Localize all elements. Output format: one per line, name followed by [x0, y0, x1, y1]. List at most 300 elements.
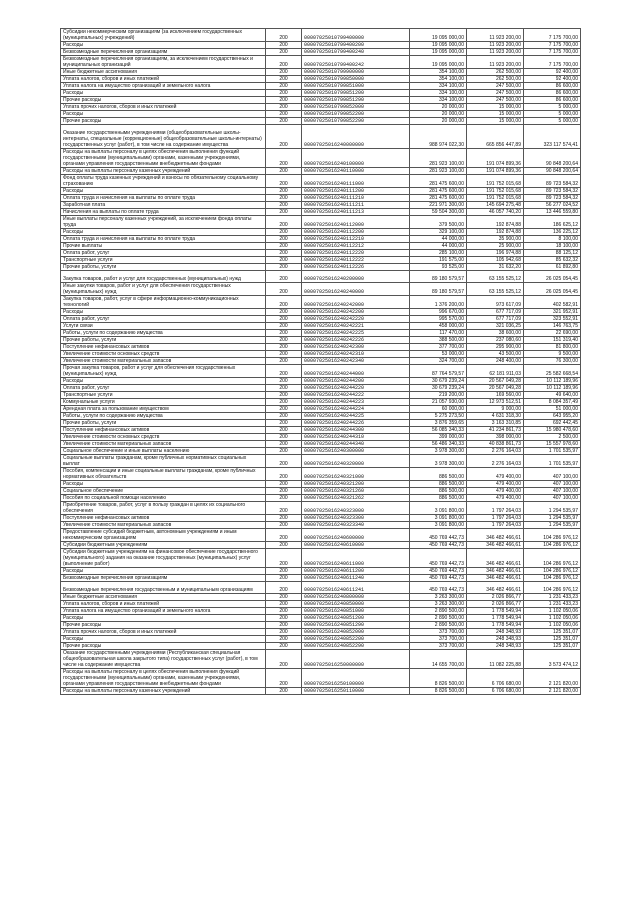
row-code: 200 — [266, 323, 302, 330]
row-code: 200 — [266, 76, 302, 83]
table-row — [61, 650, 581, 669]
executed-amount: 1 778 549,94 — [467, 608, 524, 615]
table-row — [61, 243, 581, 250]
table-row — [61, 330, 581, 337]
executed-amount: 105 942,68 — [467, 257, 524, 264]
table-row — [61, 481, 581, 488]
budget-code: 00007025016240244340 — [302, 441, 410, 448]
executed-amount: 247 500,00 — [467, 83, 524, 90]
unexecuted-amount: 3 573 474,12 — [524, 650, 581, 669]
budget-code: 00007025016250100000 — [302, 669, 410, 688]
row-name: Расходы — [61, 378, 266, 385]
unexecuted-amount: 104 286 976,12 — [524, 582, 581, 594]
budget-code: 00007025016240300000 — [302, 448, 410, 455]
approved-amount: 19 095 000,00 — [410, 29, 467, 42]
approved-amount: 285 100,00 — [410, 250, 467, 257]
row-name: Предоставление субсидий бюджетным, автономным учреждениям и иным некоммерческим организациям — [61, 529, 266, 542]
executed-amount: 1 797 264,03 — [467, 502, 524, 515]
row-code: 200 — [266, 378, 302, 385]
table-row — [61, 358, 581, 365]
approved-amount: 3 978 300,00 — [410, 448, 467, 455]
row-name: Субсидии бюджетным учреждениям — [61, 542, 266, 549]
table-row — [61, 56, 581, 69]
approved-amount: 117 470,00 — [410, 330, 467, 337]
executed-amount: 11 923 200,00 — [467, 56, 524, 69]
budget-execution-table — [60, 28, 581, 695]
row-code: 200 — [266, 330, 302, 337]
approved-amount: 20 000,00 — [410, 118, 467, 125]
table-row — [61, 337, 581, 344]
executed-amount: 38 600,00 — [467, 330, 524, 337]
table-row — [61, 406, 581, 413]
unexecuted-amount: 1 701 535,97 — [524, 455, 581, 468]
row-code: 200 — [266, 502, 302, 515]
budget-code: 00007025016240242300 — [302, 344, 410, 351]
unexecuted-amount: 26 025 054,45 — [524, 271, 581, 283]
budget-code: 00007025016240242225 — [302, 330, 410, 337]
row-code: 200 — [266, 202, 302, 209]
row-code: 200 — [266, 257, 302, 264]
approved-amount: 373 700,00 — [410, 629, 467, 636]
budget-code: 00007025016240111000 — [302, 175, 410, 188]
table-row — [61, 97, 581, 104]
approved-amount: 450 769 442,73 — [410, 568, 467, 575]
budget-code: 00007025016250110000 — [302, 688, 410, 695]
unexecuted-amount: 18 100,00 — [524, 243, 581, 250]
table-row — [61, 413, 581, 420]
executed-amount: 247 500,00 — [467, 90, 524, 97]
approved-amount: 988 974 022,30 — [410, 125, 467, 149]
budget-code: 00007025016240242221 — [302, 323, 410, 330]
table-row — [61, 229, 581, 236]
row-name: Услуги связи — [61, 323, 266, 330]
executed-amount: 1 778 549,94 — [467, 622, 524, 629]
budget-code: 00007025010799852290 — [302, 118, 410, 125]
approved-amount: 281 923 100,00 — [410, 168, 467, 175]
executed-amount: 35 900,00 — [467, 236, 524, 243]
approved-amount: 56 486 340,33 — [410, 441, 467, 448]
budget-code: 00007025010799400000 — [302, 29, 410, 42]
unexecuted-amount: 76 300,00 — [524, 358, 581, 365]
executed-amount: 191 074 899,36 — [467, 168, 524, 175]
executed-amount: 248 400,00 — [467, 358, 524, 365]
executed-amount: 192 874,88 — [467, 216, 524, 229]
row-code: 200 — [266, 69, 302, 76]
unexecuted-amount: 1 102 050,06 — [524, 622, 581, 629]
row-name: Расходы на выплаты персоналу в целях обеспечения выполнения функций государственными (муниципальными) органами, казенными учреждениями, органами управления государственными внебюджетными фондами — [61, 669, 266, 688]
row-name: Прочие расходы — [61, 118, 266, 125]
table-row — [61, 542, 581, 549]
approved-amount: 388 500,00 — [410, 337, 467, 344]
table-row — [61, 488, 581, 495]
approved-amount: 3 091 800,00 — [410, 515, 467, 522]
approved-amount: 281 475 600,00 — [410, 195, 467, 202]
budget-code: 00007025016240244300 — [302, 427, 410, 434]
row-name: Прочие выплаты — [61, 243, 266, 250]
unexecuted-amount: 8 084 357,49 — [524, 399, 581, 406]
budget-code: 00007025016240800000 — [302, 594, 410, 601]
approved-amount: 53 000,00 — [410, 351, 467, 358]
row-name: Заработная плата — [61, 202, 266, 209]
row-code: 200 — [266, 42, 302, 49]
budget-code: 00007025010799400200 — [302, 42, 410, 49]
budget-code: 00007025016240112226 — [302, 264, 410, 271]
row-name: Оплата труда и начисления на выплаты по оплате труда — [61, 236, 266, 243]
unexecuted-amount: 5 000,00 — [524, 111, 581, 118]
row-name: Расходы — [61, 90, 266, 97]
executed-amount: 6 706 680,00 — [467, 688, 524, 695]
approved-amount: 93 525,00 — [410, 264, 467, 271]
approved-amount: 3 263 300,00 — [410, 594, 467, 601]
row-name: Уплата налогов, сборов и иных платежей — [61, 76, 266, 83]
budget-code: 00007025016240244000 — [302, 365, 410, 378]
row-name: Уплата налогов, сборов и иных платежей — [61, 601, 266, 608]
budget-code: 00007025016240100000 — [302, 149, 410, 168]
row-code: 200 — [266, 549, 302, 568]
row-name: Пособия по социальной помощи населению — [61, 495, 266, 502]
row-name: Уплата прочих налогов, сборов и иных платежей — [61, 629, 266, 636]
row-code: 200 — [266, 427, 302, 434]
approved-amount: 44 000,00 — [410, 243, 467, 250]
budget-code: 00007025016240611240 — [302, 575, 410, 582]
table-row — [61, 515, 581, 522]
table-row — [61, 216, 581, 229]
unexecuted-amount: 7 175 700,00 — [524, 42, 581, 49]
executed-amount: 9 000,00 — [467, 406, 524, 413]
budget-code: 00007025016240321260 — [302, 488, 410, 495]
executed-amount: 11 923 200,00 — [467, 42, 524, 49]
row-name: Безвозмездные перечисления организациям — [61, 49, 266, 56]
row-name: Поступление нефинансовых активов — [61, 344, 266, 351]
budget-code: 00007025016240242340 — [302, 358, 410, 365]
row-name: Прочие расходы — [61, 97, 266, 104]
row-code: 200 — [266, 337, 302, 344]
approved-amount: 377 700,00 — [410, 344, 467, 351]
approved-amount: 56 085 340,33 — [410, 427, 467, 434]
row-name: Расходы на выплаты персоналу казенных учреждений — [61, 688, 266, 695]
table-row — [61, 90, 581, 97]
row-code: 200 — [266, 488, 302, 495]
row-code: 200 — [266, 216, 302, 229]
executed-amount: 248 348,93 — [467, 629, 524, 636]
table-row — [61, 236, 581, 243]
row-code: 200 — [266, 283, 302, 296]
row-code: 200 — [266, 125, 302, 149]
table-row — [61, 392, 581, 399]
row-name: Прочая закупка товаров, работ и услуг для обеспечения государственных (муниципальных) нужд — [61, 365, 266, 378]
row-name: Поступление нефинансовых активов — [61, 515, 266, 522]
row-name: Увеличение стоимости материальных запасов — [61, 358, 266, 365]
row-code: 200 — [266, 413, 302, 420]
row-name: Прочие работы, услуги — [61, 337, 266, 344]
row-code: 200 — [266, 209, 302, 216]
row-code: 200 — [266, 168, 302, 175]
table-row — [61, 195, 581, 202]
table-row — [61, 250, 581, 257]
table-row — [61, 575, 581, 582]
row-code: 200 — [266, 650, 302, 669]
approved-amount: 8 826 500,00 — [410, 688, 467, 695]
unexecuted-amount: 90 848 200,64 — [524, 168, 581, 175]
row-name: Прочие работы, услуги — [61, 420, 266, 427]
table-row — [61, 296, 581, 309]
budget-code: 00007025016240852200 — [302, 636, 410, 643]
executed-amount: 346 482 466,61 — [467, 582, 524, 594]
unexecuted-amount: 407 100,00 — [524, 495, 581, 502]
unexecuted-amount: 407 100,00 — [524, 488, 581, 495]
unexecuted-amount: 9 500,00 — [524, 351, 581, 358]
approved-amount: 89 180 579,57 — [410, 283, 467, 296]
row-code: 200 — [266, 149, 302, 168]
table-row — [61, 69, 581, 76]
unexecuted-amount: 2 121 820,00 — [524, 669, 581, 688]
table-row — [61, 385, 581, 392]
budget-code: 00007025010799852200 — [302, 111, 410, 118]
row-code: 200 — [266, 97, 302, 104]
table-row — [61, 83, 581, 90]
unexecuted-amount: 7 175 700,00 — [524, 29, 581, 42]
row-code: 200 — [266, 688, 302, 695]
budget-code: 00007025016240851200 — [302, 615, 410, 622]
row-code: 200 — [266, 495, 302, 502]
executed-amount: 191 752 015,68 — [467, 188, 524, 195]
table-row — [61, 271, 581, 283]
table-row — [61, 209, 581, 216]
unexecuted-amount: 1 102 050,06 — [524, 615, 581, 622]
row-code: 200 — [266, 195, 302, 202]
budget-code: 00007025016240611241 — [302, 582, 410, 594]
row-name: Уплата налога на имущество организаций и земельного налога — [61, 608, 266, 615]
row-code: 200 — [266, 49, 302, 56]
unexecuted-amount: 407 100,00 — [524, 481, 581, 488]
budget-code: 00007025016240240000 — [302, 283, 410, 296]
approved-amount: 30 679 239,24 — [410, 385, 467, 392]
row-name: Безвозмездные перечисления государственным и муниципальным организациям — [61, 582, 266, 594]
row-code: 200 — [266, 455, 302, 468]
executed-amount: 262 500,00 — [467, 69, 524, 76]
budget-code: 00007025016240244222 — [302, 392, 410, 399]
executed-amount: 479 400,00 — [467, 495, 524, 502]
table-row — [61, 688, 581, 695]
row-name: Социальное обеспечение — [61, 488, 266, 495]
unexecuted-amount: 136 225,12 — [524, 229, 581, 236]
approved-amount: 886 500,00 — [410, 468, 467, 481]
executed-amount: 11 923 200,00 — [467, 29, 524, 42]
approved-amount: 19 095 000,00 — [410, 42, 467, 49]
row-code: 200 — [266, 643, 302, 650]
budget-code: 00007025016240244200 — [302, 378, 410, 385]
row-code: 200 — [266, 392, 302, 399]
budget-code: 00007025016240851290 — [302, 622, 410, 629]
unexecuted-amount: 1 294 535,97 — [524, 522, 581, 529]
table-row — [61, 522, 581, 529]
executed-amount: 346 482 466,61 — [467, 542, 524, 549]
table-row — [61, 168, 581, 175]
unexecuted-amount: 89 723 584,32 — [524, 175, 581, 188]
approved-amount: 20 000,00 — [410, 104, 467, 111]
approved-amount: 373 700,00 — [410, 643, 467, 650]
executed-amount: 479 400,00 — [467, 488, 524, 495]
budget-code: 00007025016240323000 — [302, 502, 410, 515]
row-code: 200 — [266, 365, 302, 378]
row-name: Транспортные услуги — [61, 392, 266, 399]
executed-amount: 321 036,25 — [467, 323, 524, 330]
approved-amount: 3 091 800,00 — [410, 502, 467, 515]
row-code: 200 — [266, 344, 302, 351]
budget-code: 00007025016240244223 — [302, 399, 410, 406]
approved-amount: 334 100,00 — [410, 90, 467, 97]
budget-code: 00007025016240244310 — [302, 434, 410, 441]
executed-amount: 2 276 164,03 — [467, 455, 524, 468]
budget-code: 00007025016240111213 — [302, 209, 410, 216]
row-code: 200 — [266, 622, 302, 629]
approved-amount: 458 000,00 — [410, 323, 467, 330]
table-row — [61, 594, 581, 601]
budget-code: 00007025016240110000 — [302, 168, 410, 175]
budget-code: 00007025016240200000 — [302, 271, 410, 283]
table-row — [61, 399, 581, 406]
unexecuted-amount: 92 400,00 — [524, 76, 581, 83]
executed-amount: 677 717,09 — [467, 316, 524, 323]
executed-amount: 31 632,20 — [467, 264, 524, 271]
budget-code: 00007025016240242000 — [302, 296, 410, 309]
row-name: Расходы — [61, 568, 266, 575]
executed-amount: 479 400,00 — [467, 468, 524, 481]
budget-code: 00007025016240321200 — [302, 481, 410, 488]
approved-amount: 5 275 273,50 — [410, 413, 467, 420]
unexecuted-amount: 321 952,91 — [524, 309, 581, 316]
approved-amount: 995 570,00 — [410, 316, 467, 323]
budget-code: 00007025010799851290 — [302, 97, 410, 104]
executed-amount: 248 348,93 — [467, 636, 524, 643]
executed-amount: 196 974,88 — [467, 250, 524, 257]
budget-code: 00007025016240242310 — [302, 351, 410, 358]
approved-amount: 450 769 442,73 — [410, 582, 467, 594]
executed-amount: 4 631 318,30 — [467, 413, 524, 420]
row-code: 200 — [266, 90, 302, 97]
unexecuted-amount: 186 625,12 — [524, 216, 581, 229]
budget-code: 00007025016250000000 — [302, 650, 410, 669]
row-name: Безвозмездные перечисления организациям — [61, 575, 266, 582]
row-name: Расходы — [61, 481, 266, 488]
approved-amount: 191 575,00 — [410, 257, 467, 264]
budget-code: 00007025010799400242 — [302, 56, 410, 69]
approved-amount: 20 000,00 — [410, 111, 467, 118]
table-row — [61, 427, 581, 434]
budget-code: 00007025016240112210 — [302, 236, 410, 243]
row-name: Прочие работы, услуги — [61, 264, 266, 271]
executed-amount: 43 500,00 — [467, 351, 524, 358]
unexecuted-amount: 22 690,00 — [524, 330, 581, 337]
row-code: 200 — [266, 83, 302, 90]
unexecuted-amount: 86 600,00 — [524, 90, 581, 97]
row-name: Транспортные услуги — [61, 257, 266, 264]
approved-amount: 996 670,00 — [410, 309, 467, 316]
row-code: 200 — [266, 250, 302, 257]
unexecuted-amount: 125 351,07 — [524, 643, 581, 650]
table-row — [61, 615, 581, 622]
unexecuted-amount: 61 892,80 — [524, 264, 581, 271]
unexecuted-amount: 125 351,07 — [524, 629, 581, 636]
executed-amount: 346 482 466,61 — [467, 575, 524, 582]
budget-code: 00007025016240611200 — [302, 568, 410, 575]
table-row — [61, 316, 581, 323]
table-row — [61, 582, 581, 594]
unexecuted-amount: 1 231 433,23 — [524, 594, 581, 601]
executed-amount: 15 000,00 — [467, 118, 524, 125]
executed-amount: 62 181 911,03 — [467, 365, 524, 378]
approved-amount: 87 764 579,57 — [410, 365, 467, 378]
row-code: 200 — [266, 351, 302, 358]
approved-amount: 281 475 600,00 — [410, 175, 467, 188]
budget-code: 00007025010799850000 — [302, 76, 410, 83]
row-name: Фонд оплаты труда казенных учреждений и взносы по обязательному социальному страхованию — [61, 175, 266, 188]
row-name: Расходы на выплаты персоналу казенных учреждений — [61, 168, 266, 175]
report-sheet — [60, 28, 580, 695]
row-name: Начисления на выплаты по оплате труда — [61, 209, 266, 216]
approved-amount: 3 091 800,00 — [410, 522, 467, 529]
approved-amount: 2 890 500,00 — [410, 608, 467, 615]
budget-code: 00007025016240242220 — [302, 316, 410, 323]
table-row — [61, 643, 581, 650]
executed-amount: 46 057 740,20 — [467, 209, 524, 216]
approved-amount: 324 700,00 — [410, 358, 467, 365]
row-code: 200 — [266, 448, 302, 455]
executed-amount: 169 560,00 — [467, 392, 524, 399]
approved-amount: 450 769 442,73 — [410, 542, 467, 549]
approved-amount: 2 890 500,00 — [410, 622, 467, 629]
executed-amount: 346 482 466,61 — [467, 568, 524, 575]
row-name: Безвозмездные перечисления организациям, за исключением государственных и муниципальных организаций — [61, 56, 266, 69]
row-name: Прочие расходы — [61, 643, 266, 650]
unexecuted-amount: 89 723 584,32 — [524, 195, 581, 202]
table-row — [61, 118, 581, 125]
row-name: Увеличение стоимости материальных запасов — [61, 441, 266, 448]
budget-code: 00007025016240244225 — [302, 413, 410, 420]
row-name: Пособия, компенсации и иные социальные выплаты гражданам, кроме публичных нормативных обязательств — [61, 468, 266, 481]
row-name: Иные бюджетные ассигнования — [61, 69, 266, 76]
executed-amount: 191 074 899,36 — [467, 149, 524, 168]
executed-amount: 15 000,00 — [467, 104, 524, 111]
row-name: Расходы — [61, 636, 266, 643]
executed-amount: 41 234 861,73 — [467, 427, 524, 434]
executed-amount: 15 000,00 — [467, 111, 524, 118]
row-name: Оказание государственными учреждениями (Республиканская специальная общеобразовательная школа закрытого типа) государственных услуг (работ), в том числе на содержание имущества — [61, 650, 266, 669]
row-code: 200 — [266, 441, 302, 448]
approved-amount: 886 500,00 — [410, 495, 467, 502]
budget-code: 00007025016240242226 — [302, 337, 410, 344]
table-row — [61, 365, 581, 378]
row-name: Прочие расходы — [61, 622, 266, 629]
row-name: Субсидии бюджетным учреждениям на финансовое обеспечение государственного (муниципального) задания на оказание государственных (муниципальных) услуг (выполнение работ) — [61, 549, 266, 568]
unexecuted-amount: 104 286 976,12 — [524, 568, 581, 575]
budget-code: 00007025016240323300 — [302, 515, 410, 522]
approved-amount: 450 769 442,73 — [410, 549, 467, 568]
executed-amount: 6 706 680,00 — [467, 669, 524, 688]
unexecuted-amount: 56 277 024,52 — [524, 202, 581, 209]
executed-amount: 20 567 049,28 — [467, 378, 524, 385]
table-row — [61, 42, 581, 49]
unexecuted-amount: 1 231 433,23 — [524, 601, 581, 608]
row-name: Работы, услуги по содержанию имущества — [61, 330, 266, 337]
table-row — [61, 351, 581, 358]
unexecuted-amount: 104 286 976,12 — [524, 542, 581, 549]
table-row — [61, 257, 581, 264]
executed-amount: 237 080,60 — [467, 337, 524, 344]
approved-amount: 3 263 300,00 — [410, 601, 467, 608]
budget-code: 00007025016240851000 — [302, 608, 410, 615]
executed-amount: 2 026 866,77 — [467, 594, 524, 601]
